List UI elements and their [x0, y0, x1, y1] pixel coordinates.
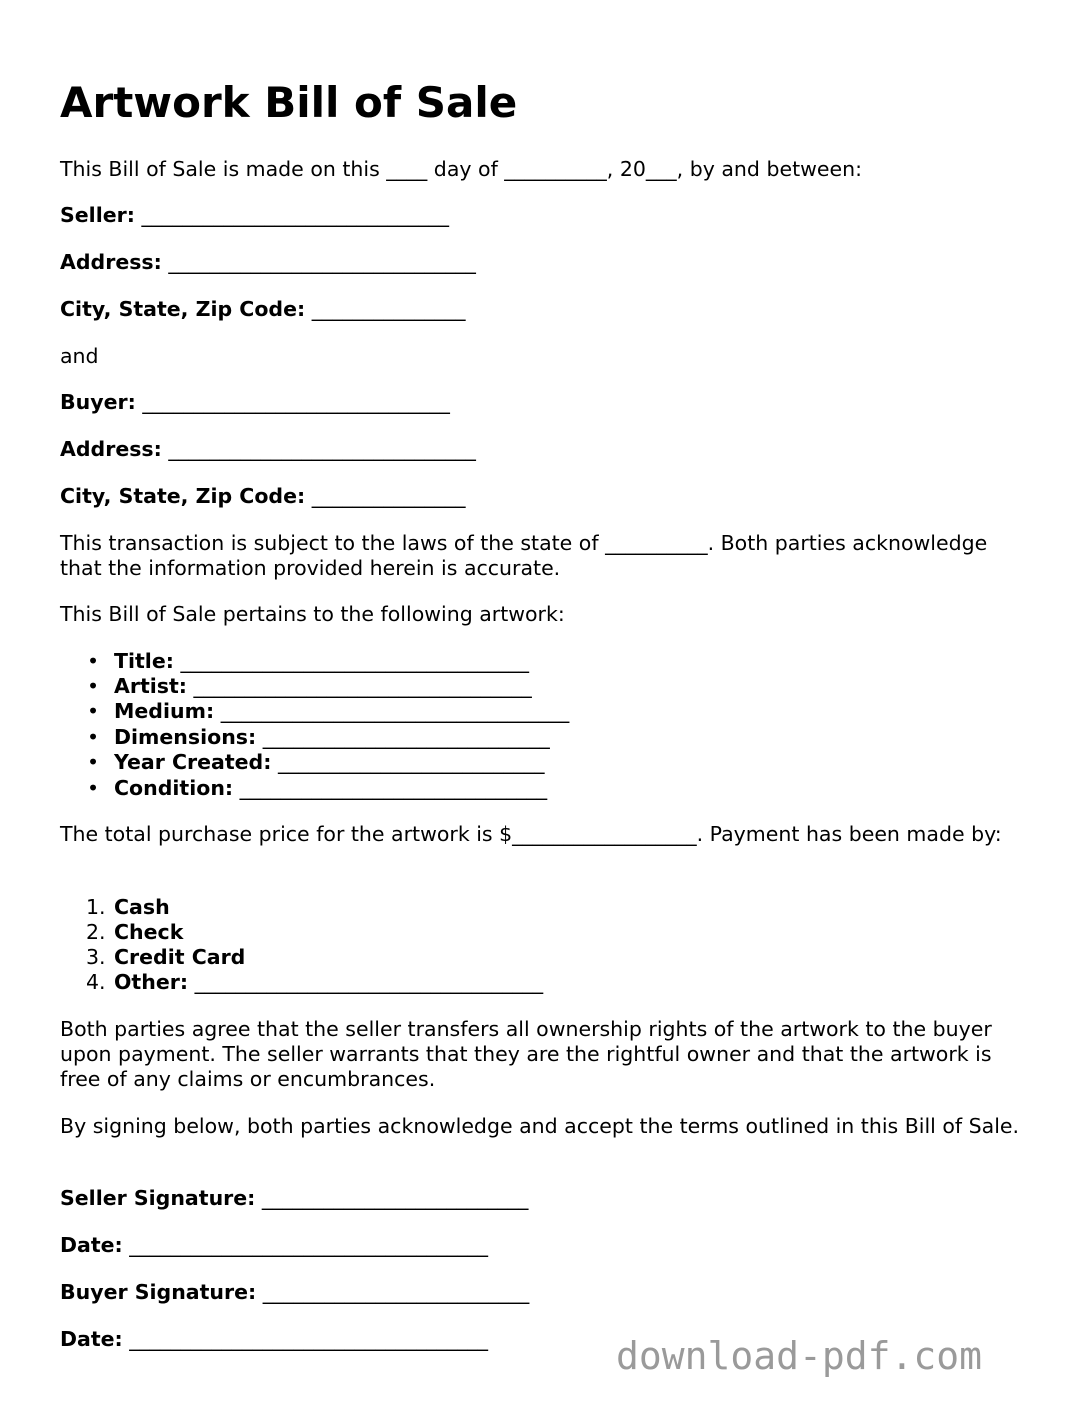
payment-method-number: 1.: [86, 895, 106, 919]
artwork-field-title: [114, 649, 529, 674]
payment-method-blank: __________________________________: [188, 970, 544, 994]
payment-method-number: 2.: [86, 920, 106, 944]
laws-paragraph: This transaction is subject to the laws of the state of __________. Both parties acknowledge that the information provided herein is accurate.: [60, 531, 988, 580]
seller-address-label: Address:: [60, 250, 162, 274]
seller-city-line: [60, 297, 465, 322]
artwork-field-year-created: [114, 750, 544, 775]
seller-address-blank: ______________________________: [161, 250, 476, 274]
buyer-city-line: [60, 484, 465, 509]
watermark: download-pdf.com: [616, 1334, 983, 1378]
seller-name-blank: ______________________________: [134, 203, 449, 227]
buyer-address-label: Address:: [60, 437, 162, 461]
buyer-name-label: Buyer:: [60, 390, 136, 414]
artwork-field-artist: [114, 674, 532, 699]
and-text: and: [60, 344, 99, 368]
artwork-field-medium: [114, 699, 569, 724]
artwork-field-label: Dimensions:: [114, 725, 257, 749]
seller-name-label: Seller:: [60, 203, 135, 227]
seller-signature-blank: __________________________: [255, 1186, 529, 1210]
artwork-field-label: Medium:: [114, 699, 215, 723]
payment-method-label: Credit Card: [114, 945, 246, 969]
transfer-paragraph: Both parties agree that the seller transfers all ownership rights of the artwork to the buyer upon payment. The seller warrants that they are the rightful owner and that the artwork is free of any claims or encumbrances.: [60, 1017, 992, 1091]
artwork-field-blank: __________________________________: [173, 649, 529, 673]
payment-method-cash: [114, 895, 170, 920]
buyer-name-blank: ______________________________: [135, 390, 450, 414]
seller-date-line: [60, 1233, 488, 1258]
artwork-field-blank: _________________________________: [187, 674, 532, 698]
bullet-icon: •: [87, 725, 100, 749]
payment-method-check: [114, 920, 183, 945]
buyer-signature-blank: __________________________: [256, 1280, 530, 1304]
intro-line: This Bill of Sale is made on this ____ day of __________, 20___, by and between:: [60, 157, 863, 181]
artwork-field-condition: [114, 776, 547, 801]
artwork-field-blank: ____________________________: [256, 725, 550, 749]
seller-signature-label: Seller Signature:: [60, 1186, 256, 1210]
buyer-name-line: [60, 390, 450, 415]
payment-method-label: Other:: [114, 970, 189, 994]
bullet-icon: •: [87, 776, 100, 800]
artwork-field-label: Year Created:: [114, 750, 272, 774]
bullet-icon: •: [87, 674, 100, 698]
artwork-field-blank: __________________________: [271, 750, 545, 774]
seller-address-line: [60, 250, 476, 275]
document-title: Artwork Bill of Sale: [60, 78, 518, 127]
seller-city-label: City, State, Zip Code:: [60, 297, 306, 321]
artwork-field-label: Title:: [114, 649, 174, 673]
buyer-date-blank: ___________________________________: [122, 1327, 489, 1351]
seller-signature-line: [60, 1186, 528, 1211]
buyer-date-label: Date:: [60, 1327, 123, 1351]
buyer-signature-line: [60, 1280, 529, 1305]
buyer-signature-label: Buyer Signature:: [60, 1280, 257, 1304]
artwork-field-label: Condition:: [114, 776, 234, 800]
buyer-date-line: [60, 1327, 488, 1352]
signing-paragraph: By signing below, both parties acknowledge and accept the terms outlined in this Bill of Sale.: [60, 1114, 1020, 1138]
bullet-icon: •: [87, 750, 100, 774]
seller-date-label: Date:: [60, 1233, 123, 1257]
buyer-address-blank: ______________________________: [161, 437, 476, 461]
payment-method-other: [114, 970, 543, 995]
bullet-icon: •: [87, 699, 100, 723]
seller-date-blank: ___________________________________: [122, 1233, 489, 1257]
buyer-city-blank: _______________: [305, 484, 466, 508]
artwork-field-dimensions: [114, 725, 550, 750]
artwork-field-blank: ______________________________: [233, 776, 548, 800]
seller-city-blank: _______________: [305, 297, 466, 321]
artwork-intro: This Bill of Sale pertains to the following artwork:: [60, 602, 565, 626]
payment-method-label: Check: [114, 920, 184, 944]
payment-method-number: 4.: [86, 970, 106, 994]
buyer-address-line: [60, 437, 476, 462]
payment-method-label: Cash: [114, 895, 170, 919]
payment-method-number: 3.: [86, 945, 106, 969]
buyer-city-label: City, State, Zip Code:: [60, 484, 306, 508]
artwork-field-label: Artist:: [114, 674, 188, 698]
bullet-icon: •: [87, 649, 100, 673]
price-paragraph: The total purchase price for the artwork is $__________________. Payment has been made by:: [60, 822, 1002, 846]
artwork-field-blank: __________________________________: [214, 699, 570, 723]
payment-method-credit-card: [114, 945, 245, 970]
seller-name-line: [60, 203, 449, 228]
